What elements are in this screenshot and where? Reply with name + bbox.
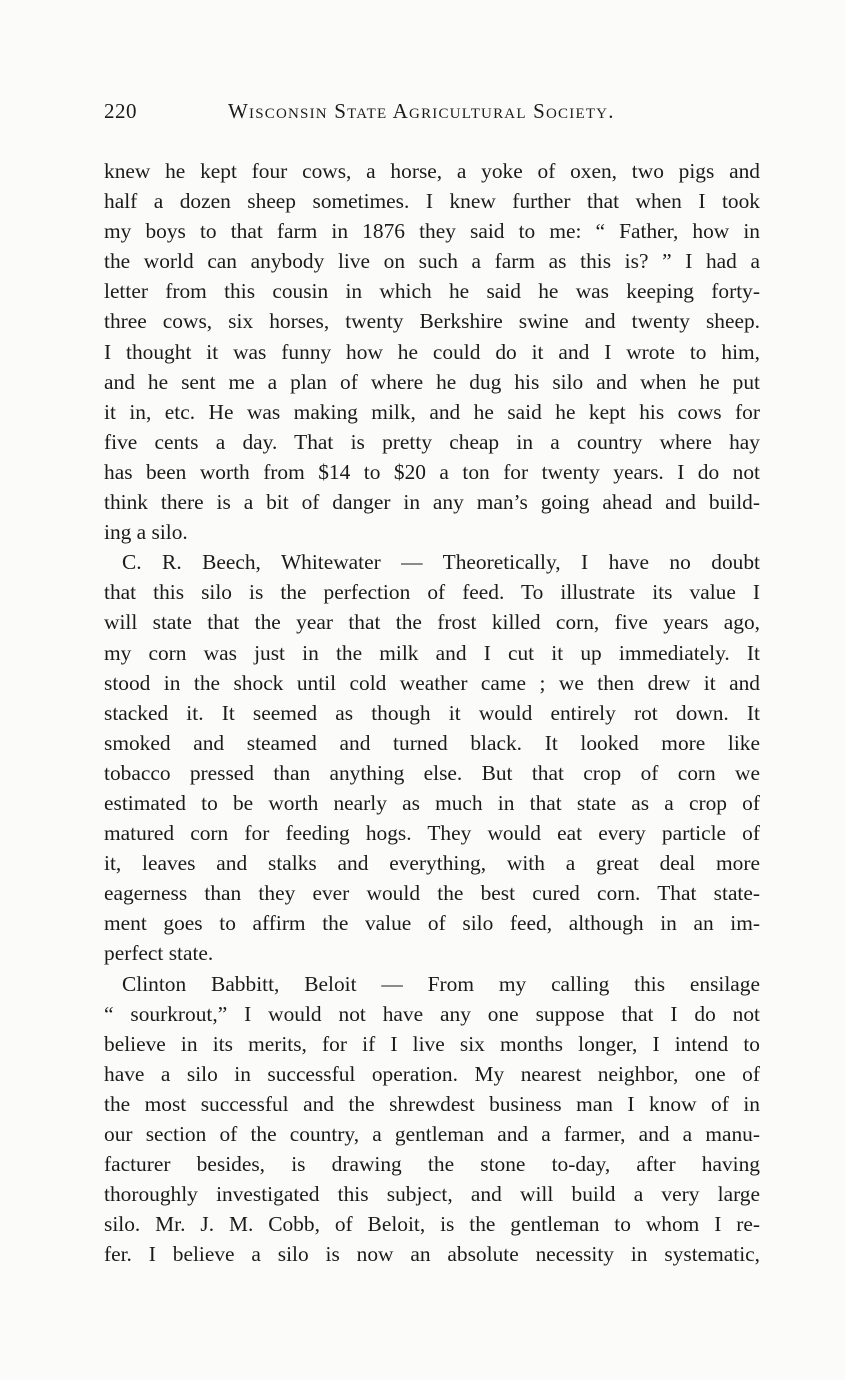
- text-line: letter from this cousin in which he said he was keeping forty-: [104, 279, 760, 304]
- text-line: I thought it was funny how he could do it and I wrote to him,: [104, 339, 760, 364]
- text-line: five cents a day. That is pretty cheap in a country where hay: [104, 429, 760, 454]
- text-line: stacked it. It seemed as though it would entirely rot down. It: [104, 700, 760, 725]
- text-line: and he sent me a plan of where he dug his silo and when he put: [104, 369, 760, 394]
- text-line: smoked and steamed and turned black. It looked more like: [104, 730, 760, 755]
- paragraph-1: [104, 156, 760, 547]
- paragraph-2: [104, 547, 760, 968]
- text-line: the world can anybody live on such a farm as this is? ” I had a: [104, 249, 760, 274]
- text-line: ing a silo.: [104, 520, 188, 545]
- text-line: facturer besides, is drawing the stone to-day, after having: [104, 1152, 760, 1177]
- text-line: perfect state.: [104, 941, 214, 966]
- text-line: tobacco pressed than anything else. But that crop of corn we: [104, 760, 760, 785]
- text-line: my corn was just in the milk and I cut it up immediately. It: [104, 640, 760, 665]
- text-line: stood in the shock until cold weather came ; we then drew it and: [104, 670, 760, 695]
- text-line: thoroughly investigated this subject, and will build a very large: [104, 1182, 760, 1207]
- text-line: our section of the country, a gentleman and a farmer, and a manu-: [104, 1122, 760, 1146]
- text-line: estimated to be worth nearly as much in that state as a crop of: [104, 790, 760, 815]
- text-line: think there is a bit of danger in any man’s going ahead and build-: [104, 490, 760, 515]
- text-line: it, leaves and stalks and everything, with a great deal more: [104, 851, 760, 876]
- text-line: the most successful and the shrewdest business man I know of in: [104, 1091, 760, 1116]
- text-line: C. R. Beech, Whitewater — Theoretically, I have no doubt: [122, 550, 760, 575]
- text-line: “ sourkrout,” I would not have any one suppose that I do not: [104, 1001, 760, 1026]
- text-line: believe in its merits, for if I live six months longer, I intend to: [104, 1031, 760, 1056]
- text-line: half a dozen sheep sometimes. I knew further that when I took: [104, 189, 760, 214]
- text-line: fer. I believe a silo is now an absolute necessity in systematic,: [104, 1242, 760, 1267]
- text-line: it in, etc. He was making milk, and he said he kept his cows for: [104, 399, 760, 424]
- text-line: ment goes to affirm the value of silo feed, although in an im-: [104, 911, 760, 936]
- text-line: that this silo is the perfection of feed. To illustrate its value I: [104, 580, 760, 605]
- text-line: has been worth from $14 to $20 a ton for twenty years. I do not: [104, 459, 760, 484]
- text-line: have a silo in successful operation. My nearest neighbor, one of: [104, 1061, 760, 1086]
- page-number: 220: [104, 99, 137, 123]
- text-line: knew he kept four cows, a horse, a yoke of oxen, two pigs and: [104, 159, 760, 183]
- text-line: three cows, six horses, twenty Berkshire swine and twenty sheep.: [104, 309, 760, 334]
- text-line: eagerness than they ever would the best cured corn. That state-: [104, 881, 760, 906]
- text-line: Clinton Babbitt, Beloit — From my calling this ensilage: [122, 971, 760, 996]
- text-line: matured corn for feeding hogs. They would eat every particle of: [104, 821, 760, 846]
- text-line: my boys to that farm in 1876 they said to me: “ Father, how in: [104, 219, 760, 244]
- page-header: [104, 99, 764, 129]
- paragraph-3: [104, 969, 760, 1270]
- text-line: will state that the year that the frost killed corn, five years ago,: [104, 610, 760, 635]
- body-text: [104, 156, 760, 1269]
- running-head: Wisconsin State Agricultural Society.: [228, 99, 615, 123]
- text-line: silo. Mr. J. M. Cobb, of Beloit, is the gentleman to whom I re-: [104, 1212, 760, 1237]
